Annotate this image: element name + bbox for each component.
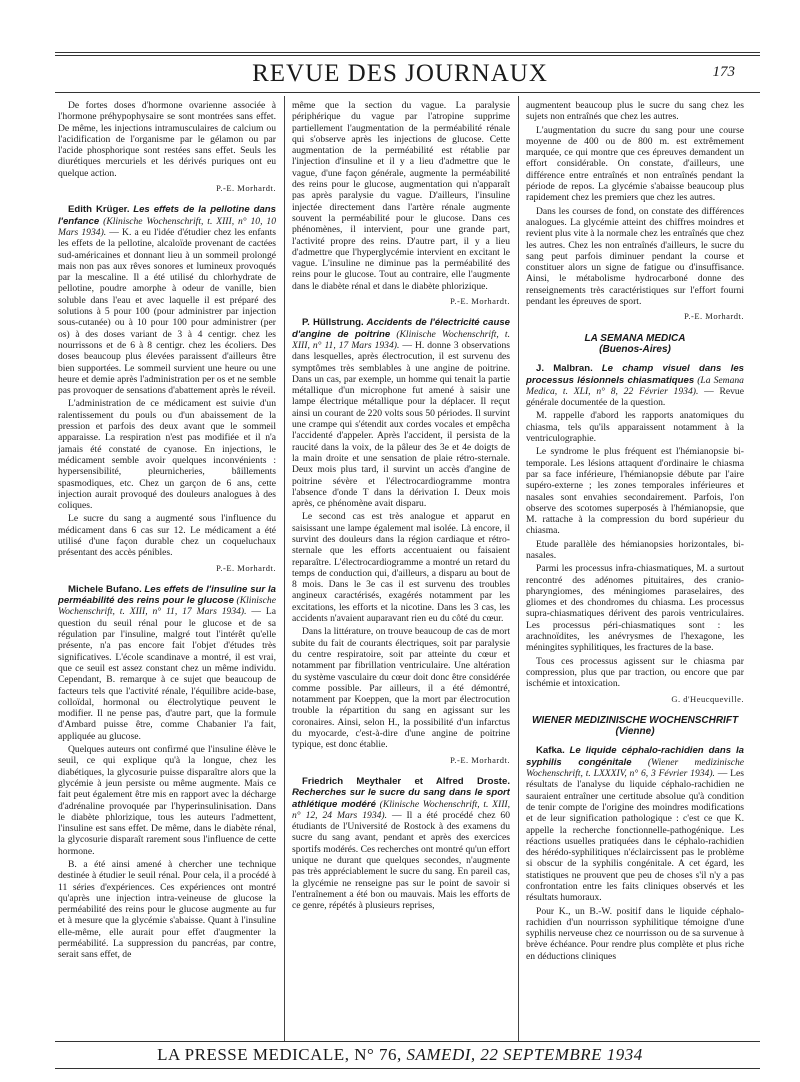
paragraph: Etude parallèle des hémianopsies horizontales, bi-nasales.: [526, 538, 744, 561]
page-number: 173: [712, 64, 735, 80]
article-author: J. Malbran.: [536, 363, 593, 375]
footer-journal: LA PRESSE MEDICALE, N° 76,: [157, 1045, 402, 1064]
paragraph: Le second cas est très analogue et apparut en saisissant une lampe également mal isolée. Là encore, il survint des douleurs dans la région cardiaque et rétro-sternale que les efforts accentuaient ou faisaient reparaître. L'électrocardiogramme a montré un retard du temps de conduction qui, d'ailleurs, a disparu au bout de 8 mois. Dans le 3e cas il est survenu des troubles angineux caractérisés, exagérés notamment par les excitations, les efforts et la nicotine. Dans les 3 cas, les accidents n'avaient auparavant rien eu du côté du cœur.: [292, 511, 510, 625]
article-reference: (Klinische Wochenschrift, t. XIII, n° 10, 10 Mars 1934).: [58, 215, 276, 238]
paragraph: L'administration de ce médicament est suivie d'un ralentissement du pouls ou d'un abaissement de la pression et parfois des deux avant que le sommeil apparaisse. La respiration n'est pas modifiée et il n'a jamais été constaté de cyanose. En injections, le médicament semble avoir quelques inconvénients : hypersensibilité, pleurnicheries, bâillements spasmodiques, etc. Chez un garçon de 6 ans, cette injection aurait provoqué des douleurs analogues à des coliques.: [58, 398, 276, 512]
paragraph: Tous ces processus agissent sur le chiasma par compression, plus que par traction, ou encore que par ischémie et intoxication.: [526, 655, 744, 690]
column-2: [292, 100, 510, 1040]
paragraph: Le syndrome le plus fréquent est l'hémianopsie bi-temporale. Les lésions attaquent d'ordinaire le chiasma par sa face inférieure, l'hémianopsie débute par l'aire supéro-externe ; les zones temporales inférieures et nasales sont envahies secondairement. Parfois, l'on observe des scotomes superposés à l'hémianopsie, que M. rattache à la compression du bord supérieur du chiasma.: [526, 446, 744, 537]
paragraph: Le sucre du sang a augmenté sous l'influence du médicament dans 6 cas sur 12. Le médicament a été utilisé d'une façon durable chez un coqueluchaux présentant des accès pénibles.: [58, 513, 276, 559]
article-title: Recherches sur le sucre du sang dans le sport athlétique modéré: [292, 787, 510, 810]
header-rule-bottom: [55, 92, 760, 93]
article-title: Le liquide céphalo-rachidien dans la syphilis congénitale: [526, 745, 744, 768]
article-author: Edith Krüger.: [68, 204, 130, 216]
paragraph: Pour K., un B.-W. positif dans le liquide céphalo-rachidien d'un nourrisson syphilitique témoigne d'une syphilis nerveuse chez ce nourrisson ou de sa survenue à brève échéance. Pour rendre plus complète et plus riche en déductions cliniques: [526, 905, 744, 962]
header-rule-top-2: [55, 55, 760, 56]
article-author: P. Hüllstrung.: [302, 317, 364, 329]
journal-section-title: LA SEMANA MEDICA: [584, 332, 686, 344]
column-divider: [518, 96, 519, 1041]
paragraph: M. rappelle d'abord les rapports anatomiques du chiasma, tels qu'ils apparaissent notamment à la ventriculographie.: [526, 410, 744, 445]
article-title: Les effets de la pellotine dans l'enfance: [58, 204, 276, 227]
paragraph: augmentent beaucoup plus le sucre du sang chez les sujets non entraînés que chez les autres.: [526, 100, 744, 123]
author-signature: P.-E. Morhardt.: [216, 183, 276, 194]
abstract-heading: [58, 204, 276, 396]
author-signature: P.-E. Morhardt.: [450, 754, 510, 765]
paragraph: Parmi les processus infra-chiasmatiques, M. a surtout rencontré des adénomes pituitaires, des cranio-pharyngiomes, des méningiomes paraselaires, des gliomes et des chondromes du chiasma. Les processus supra-chiasmatiques dérivent des parois ventriculaires. Les processus péri-chiasmatiques sont : les arachnoïdites, les anévrysmes de l'hexagone, les méningites syphilitiques, les fractures de la base.: [526, 563, 744, 654]
article-reference: (Klinische Wochenschrift, t. XIII, n° 12, 24 Mars 1934).: [292, 798, 510, 821]
paragraph: — Les résultats de l'analyse du liquide céphalo-rachidien ne sauraient entraîner une certitude absolue qu'à condition de tenir compte de l'origine des moindres modifications et de leur signification pathologique : c'est ce que K. appelle la recherche fonctionnelle-pathogénique. Les réactions usuelles pratiquées dans le céphalo-rachidien des hérédo-syphilitiques n'éclaircissent pas le problème si obscur de la syphilis congénitale. A cet égard, les statistiques ne prouvent que peu de choses s'il n'y a pas confrontation entre les faits cliniques observés et les résultats humoraux.: [526, 768, 744, 904]
article-author: Friedrich Meythaler et Alfred Droste.: [302, 775, 510, 787]
author-signature: P.-E. Morhardt.: [684, 311, 744, 322]
article-author: Kafka.: [536, 745, 565, 757]
footer-rule-bottom: [55, 1068, 760, 1069]
article-reference: (Klinische Wochenschrift, t. XIII, n° 11, 17 Mars 1934).: [58, 595, 276, 618]
author-signature: P.-E. Morhardt.: [216, 562, 276, 573]
paragraph: De fortes doses d'hormone ovarienne associée à l'hormone préhypophysaire se sont montrées sans effet. De même, les injections intramusculaires de calcium ou l'acidification de l'organisme par le gélamon ou par l'acide phosphorique sont restées sans effet. Seuls les diurétiques mercuriels et les dérivés puriques ont eu quelque action.: [58, 100, 276, 179]
article-title: Le champ visuel dans les processus lésionnels chiasmatiques: [526, 363, 744, 386]
footer-rule: [55, 1041, 760, 1042]
paragraph: — H. donne 3 observations dans lesquelles, après électrocution, il est survenu des symptômes très semblables à une angine de poitrine. Dans un cas, par exemple, un homme qui tenait la partie métallique d'un microphone fut amené à saisir une lampe électrique métallique pour la déplacer. Il reçut ainsi un courant de 220 volts sous 50 périodes. Il survint une crampe qui s'étendit aux cordes vocales et empêcha l'accidenté d'appeler. Après l'accident, il persista de la raucité dans la voix, de la pâleur des 3e et 4e doigts de la main droite et une sensation de plaie rétro-sternale. Deux mois plus tard, il survint un accès d'angine de poitrine sévère et l'électrocardiogramme montra l'absence d'onde T dans la dérivation I. Deux mois après, ce phénomène avait disparu.: [292, 339, 510, 510]
article-author: Michele Bufano.: [68, 583, 142, 595]
paragraph: — Revue générale documentée de la question.: [526, 385, 744, 409]
page-footer: [0, 1045, 800, 1065]
article-reference: (Klinische Wochenschrift, t. XIII, n° 11, 17 Mars 1934).: [292, 328, 510, 351]
paragraph: — K. a eu l'idée d'étudier chez les enfants les effets de la pellotine, alcaloïde provenant de cactées sud-américaines et donnant lieu à un sommeil prolongé mais non pas aux rêves sonores et lumineux provoqués par la mescaline. Il a été utilisé du chlorhydrate de pellotine, poudre amorphe à odeur de vanille, bien soluble dans l'eau et avec laquelle il est préparé des solutions à 5 pour 100 (pour administrer par injection sous-cutanée) ou à 10 pour 100 pour administrer (per os) à des doses variant de 3 à 4 centigr. chez les nourrissons et de 6 à 8 centigr. chez les écoliers. Des doses beaucoup plus élevées paraissent d'ailleurs être bien supportées. Le sommeil survient une heure ou une heure et demie après l'administration per os et ne semble pas provoquer de sensations d'abattement après le réveil.: [58, 226, 276, 397]
paragraph: — La question du seuil rénal pour le glucose et de sa régulation par l'insuline, malgré tout l'intérêt qu'elle présente, n'a pas encore fait l'objet d'études très significatives. L'école scandinave a montré, il est vrai, que ce seuil est assez constant chez un même individu. Cependant, B. remarque à ce sujet que beaucoup de facteurs tels que l'activité rénale, l'équilibre acide-base, colloïdal, hormonal ou électrolytique peuvent le modifier. Il ne pense pas, d'autre part, que la formule d'Ambard puisse être, comme Chabanier l'a fait, appliquée au glucose.: [58, 606, 276, 742]
paragraph: Dans la littérature, on trouve beaucoup de cas de mort subite du fait de courants électriques, soit par paralysie du centre respiratoire, soit par atteinte du cœur et notamment par fibrillation ventriculaire. Une altération du système vasculaire du cœur doit donc être considérée comme possible. Par ailleurs, il a été démontré, notamment par Koeppen, que la mort par électrocution trouble la répartition du sang en agissant sur les coronaires. Ainsi, selon H., la possibilité d'un infarctus du myocarde, c'est-à-dire d'une angine de poitrine typique, est donc établie.: [292, 626, 510, 751]
journal-section-title: WIENER MEDIZINISCHE WOCHENSCHRIFT: [531, 714, 739, 726]
paragraph: Quelques auteurs ont confirmé que l'insuline élève le seuil, ce qui explique qu'à la longue, chez les diabétiques, la glycosurie puisse disparaître alors que la glycémie à jeun persiste ou même augmente. Mais ce fait peut également être mis en rapport avec la décharge d'adrénaline provoquée par l'hyperinsulinisation. Dans le diabète phlorizique, tous les auteurs l'admettent, l'insuline est sans effet. De même, dans le diabète rénal, la glycosurie disparaît rarement sous l'influence de cette hormone.: [58, 744, 276, 857]
column-1: [58, 100, 276, 1040]
paragraph: Dans les courses de fond, on constate des différences analogues. La glycémie atteint des chiffres moindres et revient plus vite à la normale chez les entraînés que chez les autres. Chez les non entraînés d'ailleurs, le sucre du sang peut parfois diminuer pendant la course et constituer alors un signe de fatigue ou d'insuffisance. Ainsi, le métabolisme hydrocarboné donne des renseignements très caractéristiques sur l'effort fourni pendant les épreuves de sport.: [526, 205, 744, 308]
article-title: Les effets de l'insuline sur la perméabilité des reins pour le glucose: [58, 583, 276, 607]
paragraph: même que la section du vague. La paralysie périphérique du vague par l'atropine supprime partiellement l'augmentation de la perméabilité rénale qui s'observe après les injections de glucose. Cette augmentation de la perméabilité est rétablie par l'injection d'insuline et il y a lieu d'admettre que le vague, d'une façon générale, augmente la perméabilité des reins pour le glucose, augmentation qui n'apparaît pas après paralysie du vague. D'ailleurs, l'insuline injectée directement dans l'artère rénale augmente souvent la perméabilité pour le glucose. Dans ces phénomènes, il intervient, pour une grande part, l'activité propre des reins. D'autre part, il y a lieu d'admettre que l'hyperglycémie intervient en excitant le vague. L'insuline ne diminue pas la perméabilité des reins pour le glucose. Tout au contraire, elle l'augmente dans le diabète rénal et dans le diabète phlorizique.: [292, 100, 510, 292]
header-rule-top: [55, 52, 760, 53]
footer-date: SAMEDI, 22 SEPTEMBRE 1934: [406, 1045, 643, 1064]
column-3: [526, 100, 744, 1040]
article-reference: (La Semana Medica, t. XLI, n° 8, 22 Février 1934).: [526, 374, 744, 397]
abstract-heading: [526, 363, 744, 408]
journal-section-city: (Vienne): [615, 726, 655, 738]
abstract-heading: [58, 584, 276, 742]
journal-section-city: (Buenos-Aires): [599, 343, 671, 355]
paragraph: B. a été ainsi amené à chercher une technique destinée à étudier le seuil rénal. Pour cela, il a procédé à 11 séries d'expériences. Ces expériences ont montré qu'après une injection intra-veineuse de glucose la perméabilité des reins pour le glucose augmente au fur et à mesure que la glycémie s'abaisse. Quant à l'insuline elle-même, elle aurait pour effet d'augmenter la perméabilité. La suppression du pancréas, par contre, serait sans effet, de: [58, 859, 276, 961]
article-reference: (Wiener medizinische Wochenschrift, t. LXXXIV, n° 6, 3 Février 1934).: [526, 756, 744, 780]
running-head: REVUE DES JOURNAUX: [252, 60, 548, 87]
author-signature: G. d'Heucqueville.: [671, 693, 744, 704]
column-divider: [284, 96, 285, 1041]
paragraph: L'augmentation du sucre du sang pour une course moyenne de 400 ou de 800 m. est extrêmement marquée, ce qui montre que ces épreuves demandent un effort considérable. On constate, d'ailleurs, une différence entre entraînés et non entraînés pendant la période de repos. La glycémie s'abaisse beaucoup plus rapidement chez les premiers que chez les autres.: [526, 124, 744, 204]
abstract-heading: [526, 745, 744, 903]
abstract-heading: [292, 776, 510, 912]
author-signature: P.-E. Morhardt.: [450, 296, 510, 307]
paragraph: — Il a été procédé chez 60 étudiants de l'Université de Rostock à des examens du sucre du sang avant, pendant et après des exercices sportifs modérés. Ces recherches ont montré qu'un effort unique ne durant que quelques secondes, n'augmente pas très appréciablement le sucre du sang. En pareil cas, la glycémie ne renseigne pas sur le point de savoir si l'entraînement a été bon ou mauvais. Mais les efforts de ce genre, répétés à plusieurs reprises,: [292, 809, 510, 912]
article-title: Accidents de l'électricité cause d'angine de poitrine: [292, 317, 510, 340]
abstract-heading: [292, 317, 510, 509]
